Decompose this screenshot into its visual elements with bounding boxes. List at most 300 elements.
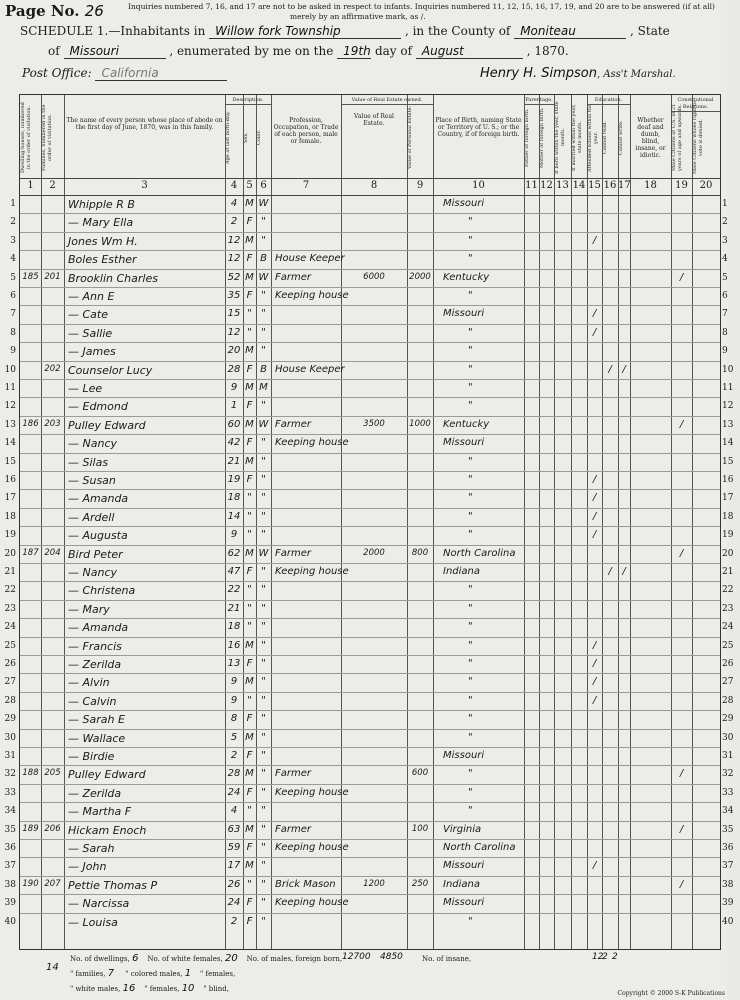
row-number-left: 5 [10,272,16,283]
cell-school: / [592,658,597,669]
row-number-left: 14 [4,438,16,449]
cell-occ: Farmer [275,271,311,283]
cell-name: Jones Wm H. [68,234,138,248]
column-number: 16 [603,180,617,191]
cell-birth: " [468,621,473,633]
row-number-right: 37 [722,861,734,872]
column-number: 15 [588,180,601,191]
row-divider [20,361,720,362]
cell-fam: 206 [44,823,61,834]
row-number-left: 30 [4,732,16,743]
cell-name: — Edmond [68,400,128,414]
cell-read: / [608,566,612,577]
cell-sex: M [245,547,254,559]
cell-birth: " [468,676,473,688]
cell-name: — Zerilda [68,786,122,800]
personal-estate-total: 4850 [380,952,403,962]
cell-sex: F [246,658,253,669]
cell-pe: 100 [411,823,429,834]
cell-name: — Silas [68,455,109,469]
footer-line-1: No. of dwellings, 6 No. of white females, 20 No. of males, foreign born, [70,953,343,964]
row-divider [20,821,720,822]
cell-birth: " [468,363,473,375]
row-number-right: 7 [722,309,728,320]
cell-school: / [592,474,597,485]
row-number-right: 36 [722,843,734,853]
cell-age: 26 [227,878,241,890]
cell-sex: M [245,234,254,246]
cell-age: 63 [227,823,241,835]
column-header-12: Mother of foreign birth. [539,107,545,168]
cell-age: 18 [227,621,241,633]
cell-birth: " [468,529,473,541]
cell-color: " [261,621,266,633]
school-total: 12 [592,952,604,962]
cell-name: — Mary Ella [68,216,134,230]
cell-cit: / [679,271,684,283]
cell-color: " [261,566,266,577]
cell-birth: " [468,216,473,228]
write-total: 2 [612,952,618,962]
cell-cit: / [679,878,684,890]
cell-age: 12 [227,253,241,265]
cell-color: " [261,584,266,596]
read-total: 2 [602,952,608,962]
cell-age: 4 [230,805,238,817]
row-number-left: 34 [4,806,16,817]
row-number-left: 21 [4,567,16,577]
cell-sex: M [245,860,254,872]
column-number: 11 [525,180,538,191]
cell-age: 62 [227,547,241,559]
cell-name: — Nancy [68,566,117,579]
cell-name: Counselor Lucy [68,363,153,377]
cell-color: " [261,474,266,485]
cell-birth: " [468,639,473,651]
cell-dw: 190 [22,878,39,889]
cell-birth: " [468,253,473,265]
cell-sex: M [245,676,254,688]
cell-birth: Kentucky [443,271,490,283]
cell-sex: M [245,382,254,393]
cell-birth: " [468,915,473,927]
row-number-left: 25 [4,640,16,651]
cell-dw: 186 [22,418,39,429]
cell-birth: Missouri [443,897,485,909]
cell-birth: " [468,455,473,467]
cell-sex: F [246,713,253,725]
row-divider [20,784,720,785]
row-number-right: 1 [722,199,728,209]
cell-birth: " [468,400,473,412]
row-number-right: 24 [722,622,734,633]
cell-birth: " [468,768,473,780]
cell-birth: North Carolina [443,547,516,559]
row-number-right: 18 [722,511,734,522]
cell-name: — Sarah [68,842,115,855]
cell-name: — Susan [68,474,116,487]
cell-name: Hickam Enoch [68,823,147,837]
row-divider [20,802,720,803]
cell-age: 16 [227,639,241,651]
row-number-left: 22 [4,585,16,596]
row-divider [20,655,720,656]
group-header-constitutional: Constitutional Relations. [671,97,720,112]
row-divider [20,876,720,877]
row-number-left: 6 [10,291,16,301]
row-divider [20,434,720,435]
row-number-right: 14 [722,438,734,449]
cell-birth: " [468,326,473,338]
column-header-2: Families, numbered in the order of visitation. [41,104,53,171]
row-number-right: 34 [722,806,734,817]
row-divider [20,287,720,288]
page-number-label: Page No. 26 [5,2,104,20]
column-number: 13 [556,180,569,191]
cell-read: / [608,363,612,375]
cell-color: " [261,731,266,743]
cell-birth: " [468,290,473,301]
cell-school: / [592,492,597,504]
cell-name: — Amanda [68,492,129,506]
cell-name: Pettie Thomas P [68,878,158,892]
cell-sex: F [246,897,253,909]
cell-color: " [261,308,266,320]
group-header-education: Education. [587,97,630,105]
cell-sex: M [245,198,254,209]
column-header-10: Place of Birth, naming State or Territory of U. S.; or the Country, if of foreign birth. [435,117,522,138]
cell-school: / [592,234,597,246]
cell-color: M [259,382,268,393]
cell-sex: M [245,731,254,743]
column-number: 12 [540,180,553,191]
cell-color: " [261,529,266,541]
cell-birth: " [468,492,473,504]
cell-sex: " [247,621,252,633]
cell-birth: " [468,345,473,357]
cell-sex: " [247,326,252,338]
row-number-left: 2 [10,217,16,228]
cell-school: / [592,639,597,651]
cell-birth: Missouri [443,308,485,320]
cell-color: W [258,198,269,209]
cell-name: — Cate [68,308,108,322]
cell-sex: " [247,878,252,890]
cell-occ: Keeping house [275,437,349,449]
cell-school: / [592,326,597,338]
group-header-value: Value of Real Estate owned. [341,97,433,105]
state: Missouri [64,44,166,59]
real-estate-total: 12700 [342,952,371,962]
footer-line-3: " white males, 16 " females, 10 " blind, [70,983,229,994]
column-number: 14 [572,180,586,191]
cell-color: " [261,878,266,890]
cell-age: 9 [230,529,238,541]
row-divider [20,729,720,730]
cell-color: " [261,492,266,504]
cell-age: 59 [227,842,241,853]
row-divider [20,250,720,251]
row-number-right: 3 [722,235,728,246]
row-number-left: 23 [4,603,16,614]
cell-color: " [261,234,266,246]
cell-color: W [258,271,269,283]
row-number-right: 28 [722,695,734,706]
cell-fam: 204 [44,547,61,558]
cell-sex: " [247,805,252,817]
cell-occ: Farmer [275,547,311,559]
column-number: 18 [644,180,657,191]
cell-occ: Keeping house [275,842,349,853]
cell-age: 60 [227,418,241,430]
footer-line-2: " families, 7 " colored males, 1 " females, [70,968,236,979]
column-number: 19 [675,180,688,191]
row-divider [20,857,720,858]
row-number-left: 12 [4,401,16,412]
column-header-11: Father of foreign birth. [524,108,530,167]
cell-sex: " [247,492,252,504]
column-header-6: Color. [256,130,262,145]
cell-birth: " [468,584,473,596]
column-number: 1 [27,180,34,191]
row-divider [20,489,720,490]
cell-dw: 189 [22,823,39,834]
cell-sex: M [245,455,254,467]
cell-fam: 201 [44,271,61,282]
month: August [416,44,523,59]
header-divider [20,178,720,179]
column-header-16: Cannot read. [602,121,608,154]
cell-occ: House Keeper [275,253,345,265]
cell-age: 21 [227,602,241,614]
row-number-left: 13 [4,419,16,430]
cell-dw: 188 [22,768,39,779]
cell-color: " [261,805,266,817]
row-divider [20,508,720,509]
county: Moniteau [514,24,626,39]
row-divider [20,232,720,233]
cell-sex: F [246,400,253,412]
cell-color: " [261,823,266,835]
column-header-14: If married within the year, state month. [571,104,583,171]
cell-color: W [258,418,269,430]
cell-name: — Amanda [68,621,129,635]
row-number-right: 9 [722,346,728,357]
cell-birth: Kentucky [443,418,490,430]
cell-name: — Wallace [68,731,126,745]
header-divider [20,195,720,196]
column-number: 5 [246,180,253,191]
post-office-line: Post Office: California [22,66,227,81]
row-number-left: 24 [4,622,16,633]
row-divider [20,416,720,417]
row-number-left: 9 [10,346,16,357]
row-number-left: 16 [4,475,16,485]
column-number: 10 [472,180,485,191]
row-number-right: 12 [722,401,734,412]
row-number-right: 11 [722,383,734,393]
column-number: 20 [699,180,713,191]
row-divider [20,342,720,343]
cell-sex: F [246,363,253,375]
inquiries-note-2: merely by an affirmative mark, as /. [290,12,426,21]
column-header-7: Profession, Occupation, or Trade of each person, male or female. [273,117,339,145]
cell-sex: F [246,474,253,485]
row-divider [20,453,720,454]
state-line: of Missouri , enumerated by me on the 19th day of August , 1870. [48,44,569,58]
row-number-left: 35 [4,824,16,835]
column-number: 8 [370,180,378,191]
column-header-20: Male Citizens whose right to vote is denied. [692,101,704,174]
row-divider [20,545,720,546]
row-number-left: 17 [4,493,16,504]
cell-sex: F [246,842,253,853]
cell-birth: " [468,713,473,725]
cell-name: Bird Peter [68,547,123,561]
cell-age: 2 [230,750,238,761]
cell-occ: Brick Mason [275,878,336,890]
cell-age: 18 [227,492,241,504]
row-number-left: 39 [4,898,16,909]
cell-occ: Farmer [275,418,311,430]
cell-sex: M [245,345,254,357]
cell-age: 13 [227,658,241,669]
schedule-line: SCHEDULE 1.—Inhabitants in Willow fork Township , in the County of Moniteau , State [20,24,670,38]
cell-age: 28 [227,768,241,780]
cell-fam: 202 [44,363,61,374]
cell-birth: " [468,731,473,743]
cell-name: — Martha F [68,805,132,819]
cell-pe: 600 [411,768,429,779]
cell-name: — Lee [68,382,103,395]
row-number-right: 39 [722,898,734,909]
row-number-left: 38 [4,879,16,890]
cell-name: — Nancy [68,437,117,451]
cell-school: / [592,308,597,320]
cell-age: 42 [227,437,241,449]
cell-write: / [622,363,626,375]
cell-birth: " [468,382,473,393]
cell-color: " [261,694,266,706]
cell-name: — Zerilda [68,658,122,671]
cell-age: 12 [227,234,241,246]
cell-sex: M [245,823,254,835]
page-number: 26 [84,2,104,20]
row-number-right: 30 [722,732,734,743]
cell-occ: Keeping house [275,290,349,301]
cell-name: — Sallie [68,326,113,340]
cell-age: 12 [227,326,241,338]
cell-color: " [261,400,266,412]
cell-age: 2 [230,915,238,927]
cell-re: 2000 [363,547,385,558]
column-header-9: Value of Personal Estate. [407,105,413,170]
row-divider [20,839,720,840]
row-number-right: 6 [722,291,728,301]
row-divider [20,765,720,766]
cell-name: — Birdie [68,750,115,763]
row-number-right: 38 [722,879,734,890]
column-number: 17 [618,180,631,191]
cell-sex: F [246,437,253,449]
row-number-right: 35 [722,824,734,835]
cell-birth: Missouri [443,860,485,872]
day: 19th [337,44,371,59]
post-office: California [95,66,227,81]
cell-age: 4 [230,198,238,209]
column-header-19: Male Citizens of U.S. of 21 years of age and upwards. [671,103,683,172]
cell-color: " [261,915,266,927]
census-table [4,94,734,950]
cell-fam: 207 [44,878,61,889]
cell-name: — Louisa [68,915,118,929]
cell-name: — Calvin [68,694,117,708]
cell-school: / [592,510,597,522]
row-number-left: 7 [10,309,16,320]
row-number-left: 37 [4,861,16,872]
cell-sex: " [247,694,252,706]
cell-cit: / [679,418,684,430]
cell-birth: " [468,805,473,817]
cell-pe: 250 [411,878,429,889]
cell-age: 20 [227,345,241,357]
marshal-line: Henry H. Simpson, Ass't Marshal. [480,66,676,81]
cell-age: 9 [230,676,238,688]
cell-age: 24 [227,786,241,798]
cell-birth: " [468,234,473,246]
row-number-right: 21 [722,567,734,577]
cell-color: " [261,602,266,614]
row-number-left: 32 [4,769,16,780]
cell-birth: " [468,474,473,485]
cell-dw: 187 [22,547,39,558]
row-number-right: 22 [722,585,734,596]
cell-age: 47 [227,566,241,577]
row-number-left: 26 [4,659,16,669]
cell-name: — John [68,860,107,874]
cell-sex: F [246,566,253,577]
cell-color: " [261,786,266,798]
row-number-right: 17 [722,493,734,504]
row-divider [20,471,720,472]
row-divider [20,563,720,564]
row-number-right: 10 [722,364,734,375]
cell-sex: M [245,418,254,430]
row-number-left: 29 [4,714,16,725]
cell-name: — James [68,345,116,359]
cell-fam: 203 [44,418,61,429]
row-number-left: 8 [10,327,16,338]
column-number: 7 [302,180,310,191]
column-number: 4 [230,180,238,191]
cell-age: 9 [230,694,238,706]
cell-pe: 800 [411,547,429,558]
cell-name: Whipple R B [68,198,135,211]
cell-color: " [261,860,266,872]
cell-sex: M [245,768,254,780]
row-divider [20,600,720,601]
cell-name: — Narcissa [68,897,130,911]
row-divider [20,526,720,527]
column-number: 9 [416,180,424,191]
cell-birth: " [468,510,473,522]
row-number-left: 31 [4,751,16,761]
cell-name: — Ardell [68,510,115,524]
row-number-left: 3 [10,235,16,246]
cell-age: 19 [227,474,241,485]
cell-age: 15 [227,308,241,320]
copyright: Copyright © 2000 S-K Publications [617,990,725,997]
